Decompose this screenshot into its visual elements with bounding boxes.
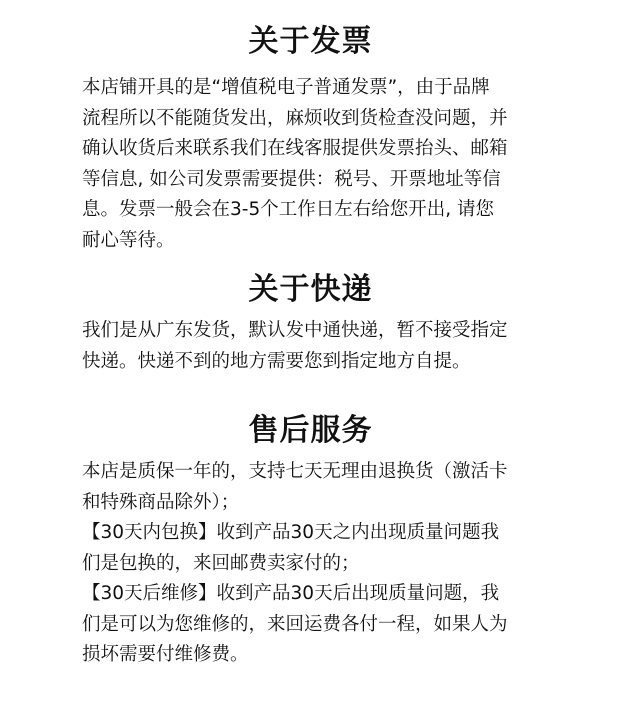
after-sales-line: 【30天后维修】收到产品30天后出现质量问题，我 — [82, 583, 500, 604]
shipping-line: 快递。快递不到的地方需要您到指定地方自提。 — [82, 350, 471, 372]
after-sales-paragraph — [82, 457, 564, 671]
after-sales-line: 们是包换的，来回邮费卖家付的； — [82, 552, 360, 574]
shipping-line: 我们是从广东发货，默认发中通快递，暂不接受指定 — [82, 320, 508, 341]
after-sales-line: 们是可以为您维修的，来回运费各付一程，如果人为 — [82, 613, 508, 635]
after-sales-line: 和特殊商品除外）； — [82, 491, 240, 513]
after-sales-line: 本店是质保一年的，支持七天无理由退换货（激活卡 — [82, 461, 508, 482]
invoice-section — [0, 22, 621, 62]
invoice-paragraph — [82, 73, 564, 256]
invoice-line: 耐心等待。 — [82, 229, 175, 251]
shipping-heading: 关于快递 — [248, 272, 373, 307]
invoice-heading: 关于发票 — [248, 24, 373, 59]
invoice-line: 确认收货后来联系我们在线客服提供发票抬头、邮箱 — [82, 138, 508, 159]
after-sales-section — [0, 411, 621, 451]
after-sales-line: 损坏需要付维修费。 — [82, 644, 249, 665]
invoice-line: 流程所以不能随货发出，麻烦收到货检查没问题，并 — [82, 107, 508, 129]
invoice-line: 息。发票一般会在3-5个工作日左右给您开出, 请您 — [82, 199, 494, 220]
after-sales-heading: 售后服务 — [248, 413, 373, 448]
shipping-paragraph — [82, 316, 564, 377]
invoice-line: 等信息, 如公司发票需要提供：税号、开票地址等信 — [82, 168, 501, 190]
shipping-section — [0, 270, 621, 310]
after-sales-line: 【30天内包换】收到产品30天之内出现质量问题我 — [82, 522, 500, 543]
invoice-line: 本店铺开具的是“增值税电子普通发票”，由于品牌 — [82, 77, 490, 98]
